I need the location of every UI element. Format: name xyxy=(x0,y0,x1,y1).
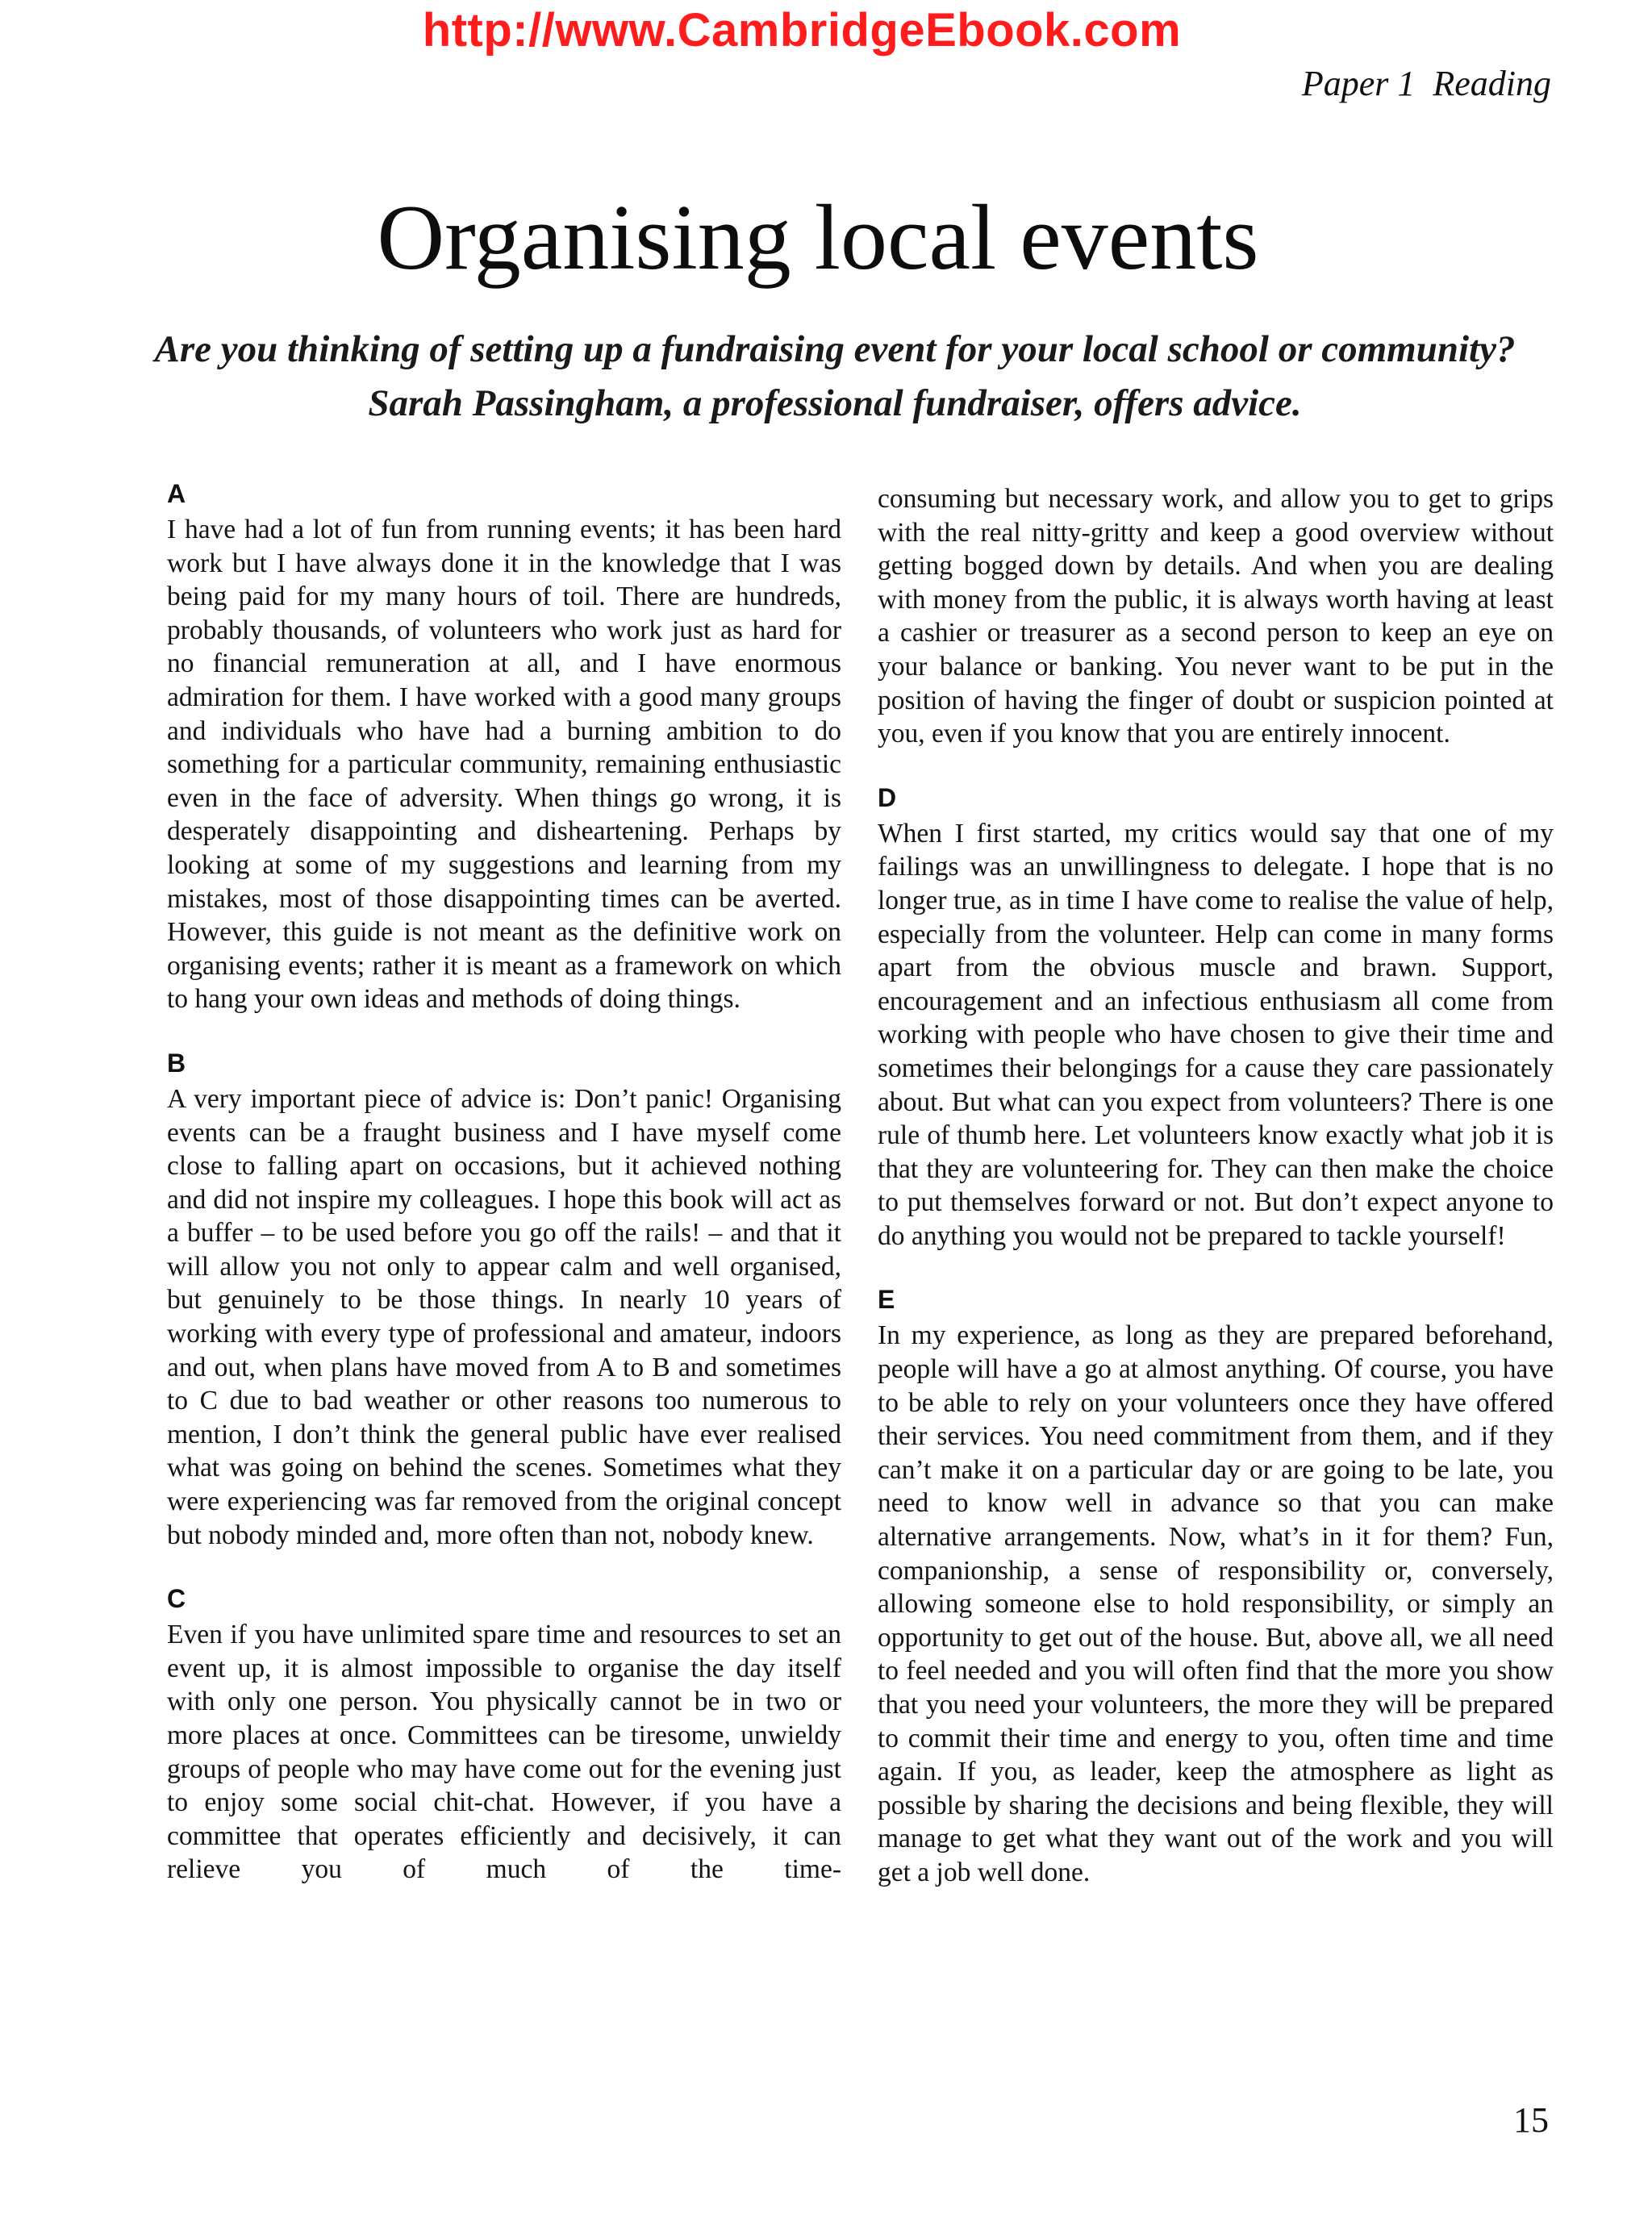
section-b-text: A very important piece of advice is: Don’t panic! Organising events can be a fraught business and I have myself come close to falling apart on occasions, but it achieved nothing and did not inspire my colleagues. I hope this book will act as a buffer – to be used before you go off the rails! – and that it will allow you not only to appear calm and well organised, but genuinely to be those things. In nearly 10 years of working with every type of professional and amateur, indoors and out, when plans have moved from A to B and sometimes to C due to bad weather or other reasons too numerous to mention, I don’t think the general public have ever realised what was going on behind the scenes. Sometimes what they were experiencing was far removed from the original concept but nobody minded and, more often than not, nobody knew. xyxy=(167,1083,841,1550)
section-c-text-part-2: consuming but necessary work, and allow you to get to grips with the real nitty-gritty and keep a good overview without getting bogged down by details. And when you are dealing with money from the public, it is always worth having at least a cashier or treasurer as a second person to keep an eye on your balance or banking. You never want to be put in the position of having the finger of doubt or suspicion pointed at you, even if you know that you are entirely innocent. xyxy=(878,484,1554,749)
running-head: Paper 1 Reading xyxy=(1301,64,1551,103)
standfirst xyxy=(113,323,1557,431)
section-a-text: I have had a lot of fun from running events; it has been hard work but I have always done it in the knowledge that I was being paid for my many hours of toil. There are hundreds, probably thousands, of volunteers who work just as hard for no financial remuneration at all, and I have enormous admiration for them. I have worked with a good many groups and individuals who have had a burning ambition to do something for a particular community, remaining enthusiastic even in the face of adversity. When things go wrong, it is desperately disappointing and disheartening. Perhaps by looking at some of my suggestions and learning from my mistakes, most of those disappointing times can be averted. However, this guide is not meant as the definitive work on organising events; rather it is meant as a framework on which to hang your own ideas and methods of doing things. xyxy=(167,515,841,1015)
right-column xyxy=(878,482,1554,1920)
section-c-letter: C xyxy=(167,1584,186,1614)
section-a-letter: A xyxy=(167,479,186,508)
section-d-letter: D xyxy=(878,782,897,812)
section-b-letter: B xyxy=(167,1048,186,1078)
article-title: Organising local events xyxy=(377,186,1259,290)
left-column xyxy=(167,477,841,1917)
standfirst-line-2: Sarah Passingham, a professional fundraiser, offers advice. xyxy=(368,382,1302,424)
page-number: 15 xyxy=(1513,2100,1549,2140)
section-d-text: When I first started, my critics would say that one of my failings was an unwillingness to delegate. I hope that is no longer true, as in time I have come to realise the value of help, especially from the volunteer. Help can come in many forms apart from the obvious muscle and brawn. Support, encouragement and an infectious enthusiasm all come from working with people who have chosen to give their time and sometimes their belongings for a cause they care passionately about. But what can you expect from volunteers? There is one rule of thumb here. Let volunteers know exactly what job it is that they are volunteering for. They can then make the choice to put themselves forward or not. But don’t expect anyone to do anything you would not be prepared to tackle yourself! xyxy=(878,818,1554,1251)
standfirst-line-1: Are you thinking of setting up a fundraising event for your local school or community? xyxy=(154,328,1516,370)
watermark-url: http://www.CambridgeEbook.com xyxy=(422,4,1182,56)
section-e-letter: E xyxy=(878,1285,895,1315)
section-e-text: In my experience, as long as they are prepared beforehand, people will have a go at almost anything. Of course, you have to be able to rely on your volunteers once they have offered their services. You need commitment from them, and if they can’t make it on a particular day or are going to be late, you need to know well in advance so that you can make alternative arrangements. Now, what’s in it for them? Fun, companionship, a sense of responsibility or, conversely, allowing someone else to hold responsibility, or simply an opportunity to get out of the house. But, above all, we all need to feel needed and you will often find that the more you show that you need your volunteers, the more they will be prepared to commit their time and energy to you, often time and time again. If you, as leader, keep the atmosphere as light as possible by sharing the decisions and being flexible, they will manage to get what they want out of the work and you will get a job well done. xyxy=(878,1320,1554,1887)
section-c-text-part-1: Even if you have unlimited spare time and resources to set an event up, it is almost impossible to organise the day itself with only one person. You physically cannot be in two or more places at once. Committees can be tiresome, unwieldy groups of people who may have come out for the evening just to enjoy some social chit-chat. However, if you have a committee that operates efficiently and decisively, it can relieve you of much of the time- xyxy=(167,1620,841,1885)
